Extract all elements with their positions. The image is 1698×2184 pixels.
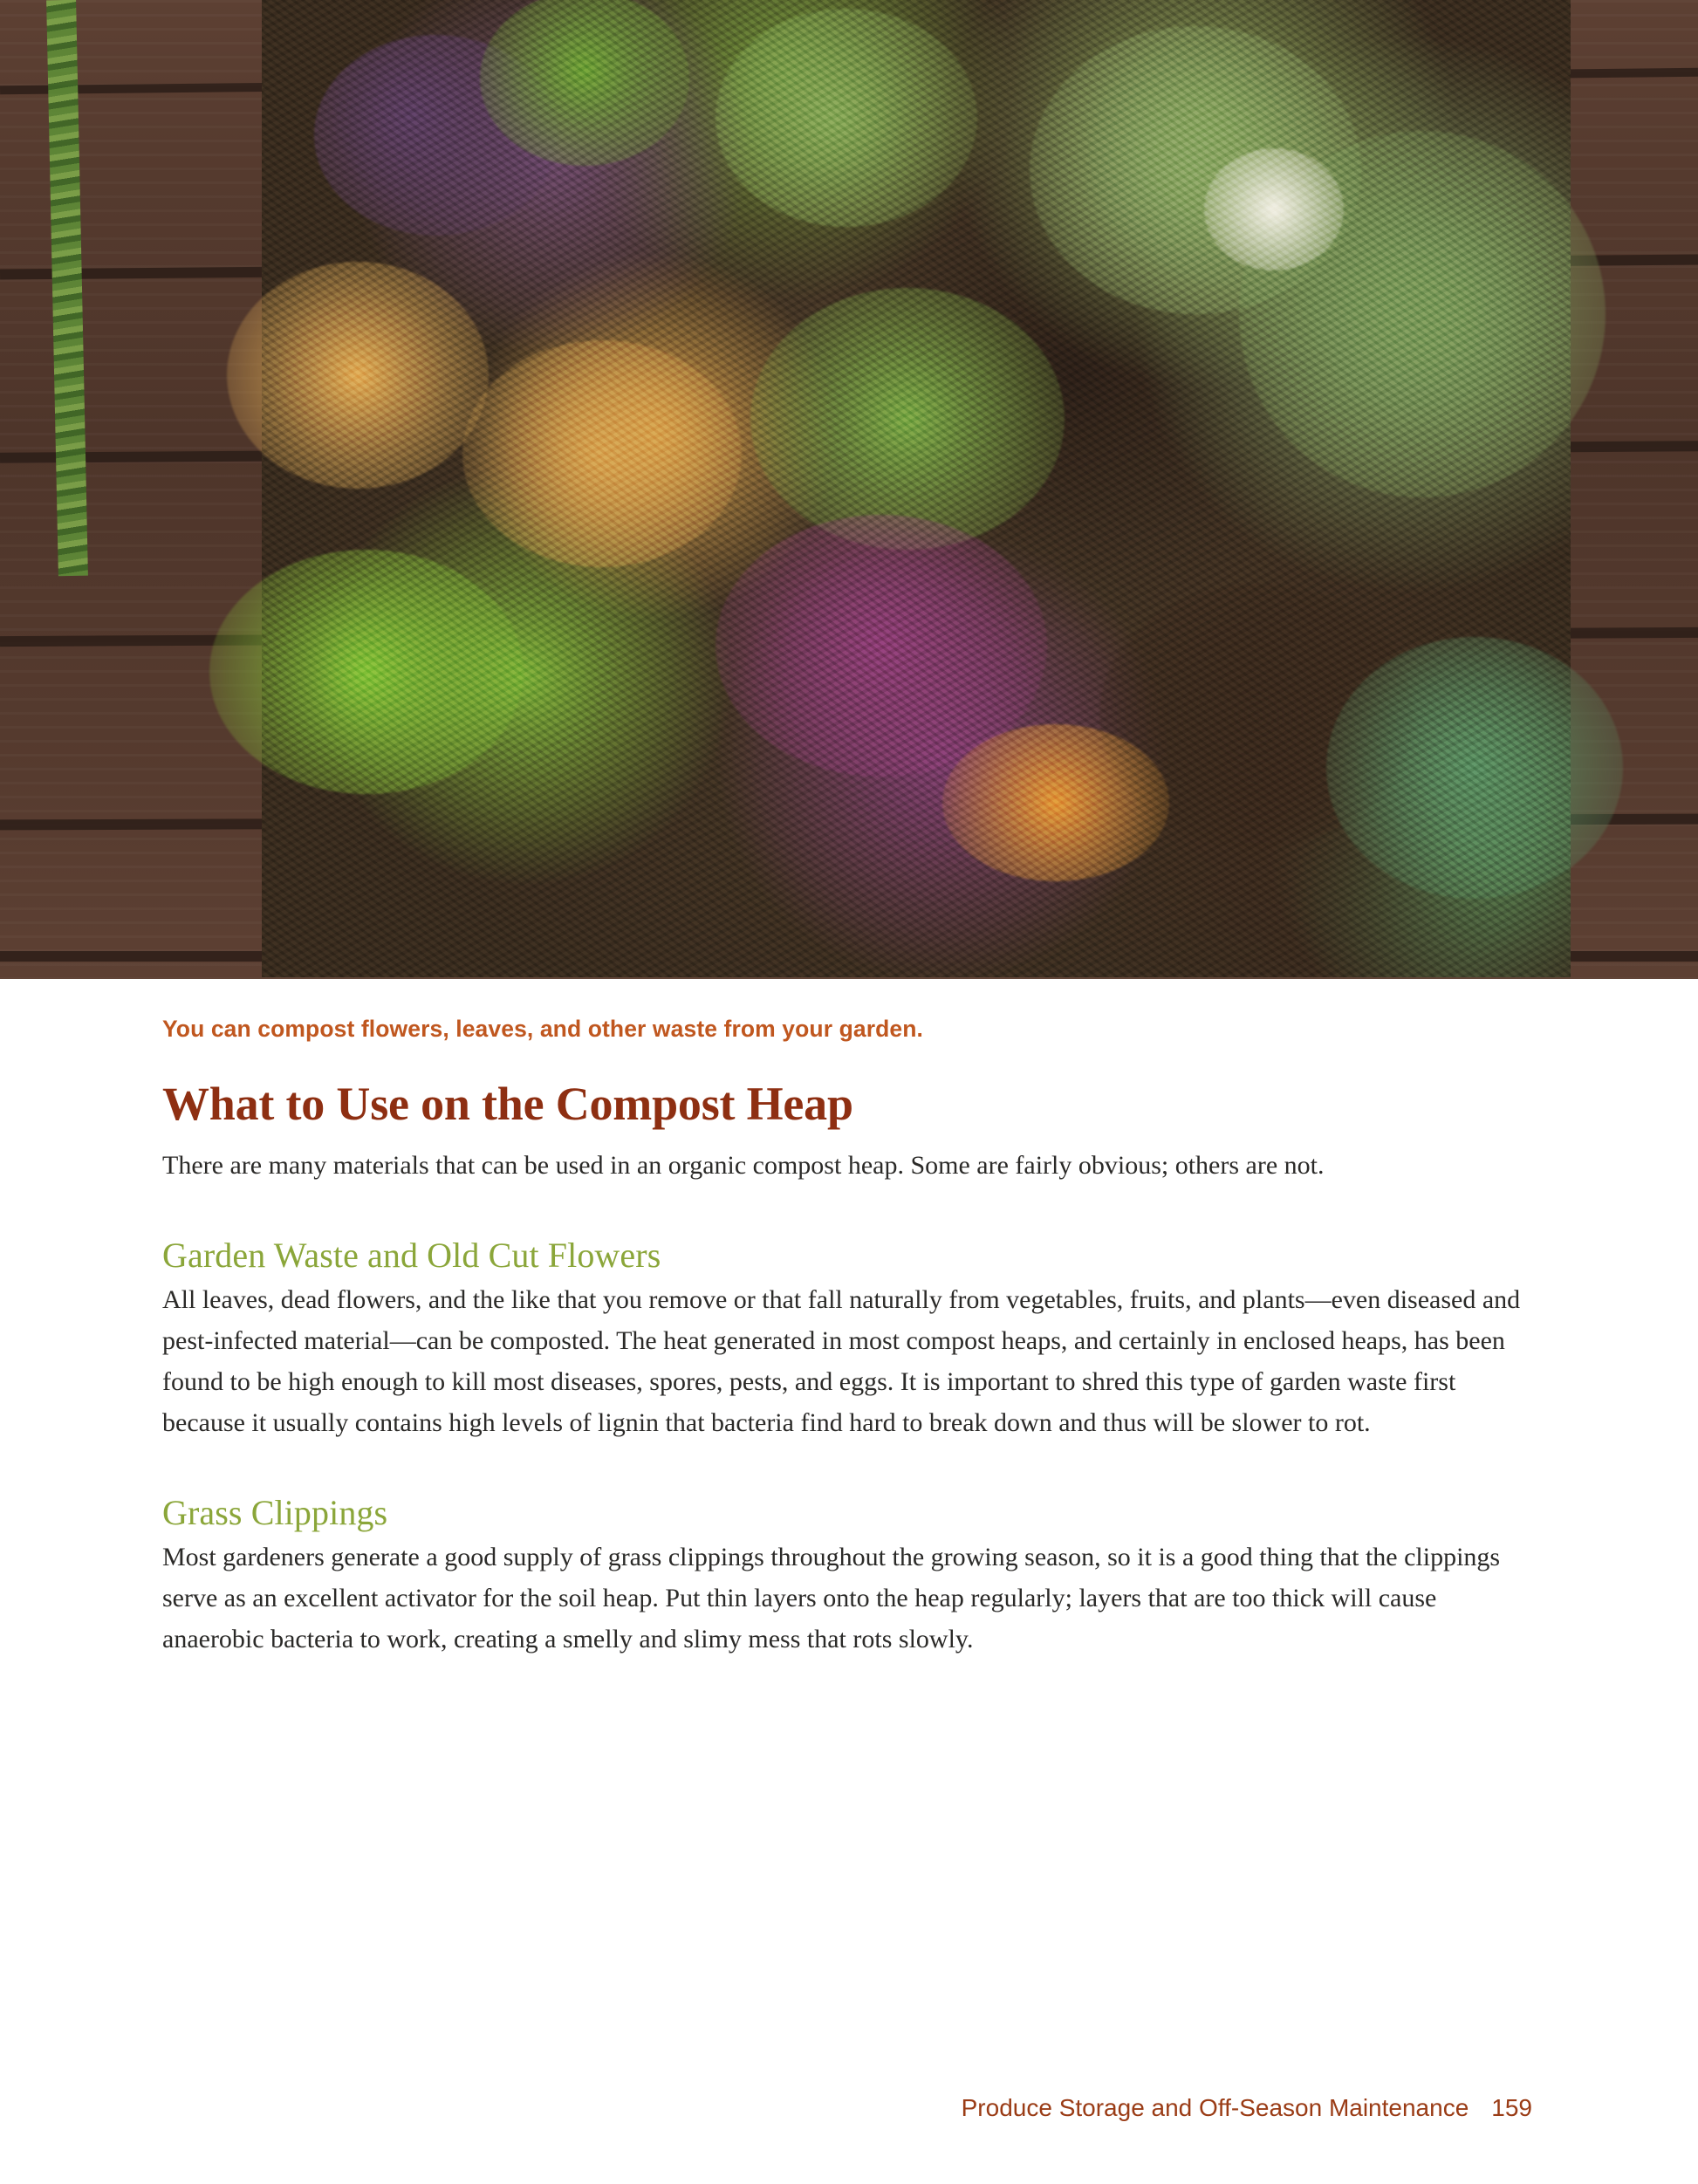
conifer-sprigs <box>1326 637 1623 899</box>
soil-area <box>1099 585 1414 846</box>
green-foliage-clump <box>750 288 1065 550</box>
purple-flowers-clump <box>715 515 1047 777</box>
dried-leaves-clump <box>227 262 489 489</box>
article-content <box>162 1145 1532 1660</box>
section-heading-garden-waste: Garden Waste and Old Cut Flowers <box>162 1236 661 1275</box>
running-head: Produce Storage and Off-Season Maintenance <box>961 2094 1469 2121</box>
moss-clump <box>209 550 524 794</box>
section-paragraph-garden-waste: All leaves, dead flowers, and the like that you remove or that fall naturally from vegetables, fruits, and plants—even diseased and pest-infected material—can be composted. The heat generated in most compost heaps, and certainly in enclosed heaps, has been found to be high enough to kill most diseases, spores, pests, and eggs. It is important to shred this type of garden waste first because it usually contains high levels of lignin that bacteria find hard to break down and thus will be slower to rot. <box>162 1285 1521 1437</box>
dried-leaves-clump <box>462 340 742 567</box>
page-number: 159 <box>1491 2094 1532 2121</box>
page-footer <box>0 2094 1698 2122</box>
green-foliage-clump <box>480 0 689 166</box>
purple-foliage-clump <box>314 35 558 236</box>
section-heading-grass-clippings: Grass Clippings <box>162 1493 388 1532</box>
orange-leaf <box>942 724 1169 881</box>
compost-pile <box>262 0 1571 977</box>
green-foliage-clump <box>1030 26 1361 314</box>
intro-paragraph: There are many materials that can be used in an organic compost heap. Some are fairly obvious; others are not. <box>162 1151 1325 1180</box>
page-body <box>0 979 1698 2184</box>
section-paragraph-grass-clippings: Most gardeners generate a good supply of grass clippings throughout the growing season, so it is a good thing that the clippings serve as an excellent activator for the soil heap. Put thin layers onto the heap regularly; layers that are too thick will cause anaerobic bacteria to work, creating a smelly and slimy mess that rots slowly. <box>162 1543 1501 1653</box>
page-title: What to Use on the Compost Heap <box>162 1078 853 1130</box>
photo-caption: You can compost flowers, leaves, and other waste from your garden. <box>162 1016 923 1042</box>
green-foliage-clump <box>1239 131 1606 497</box>
compost-heap-photo <box>0 0 1698 979</box>
white-flower <box>1204 148 1344 270</box>
green-foliage-clump <box>715 9 977 227</box>
